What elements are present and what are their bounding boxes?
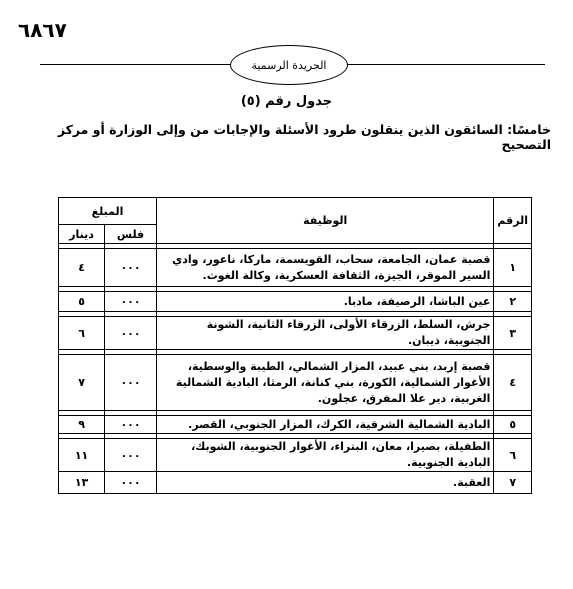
gazette-name: الجريدة الرسمية (251, 58, 327, 72)
row-job: البادية الشمالية الشرقية، الكرك، المزار الجنوبي، القصر. (156, 416, 493, 434)
header-dinar: دينار (59, 225, 105, 244)
row-dinar: ١٣ (59, 472, 105, 494)
header-fils: فلس (105, 225, 157, 244)
table-row (59, 439, 532, 472)
row-dinar: ٦ (59, 317, 105, 350)
row-fils: ٠٠٠ (105, 249, 157, 287)
table-row (59, 292, 532, 312)
row-job: العقبة. (156, 472, 493, 494)
table-row (59, 472, 532, 494)
header-amount: المبلغ (59, 198, 157, 225)
page-number: ٦٨٦٧ (18, 18, 67, 42)
gazette-name-oval (230, 45, 348, 85)
row-job: جرش، السلط، الزرقاء الأولى، الزرقاء الثانية، الشونة الجنوبية، ذيبان. (156, 317, 493, 350)
row-fils: ٠٠٠ (105, 472, 157, 494)
row-job: عين الباشا، الرصيفة، مادبا. (156, 292, 493, 312)
row-dinar: ٧ (59, 355, 105, 411)
row-dinar: ٤ (59, 249, 105, 287)
row-fils: ٠٠٠ (105, 439, 157, 472)
rates-table (58, 197, 532, 494)
header-job: الوظيفة (156, 198, 493, 244)
row-dinar: ١١ (59, 439, 105, 472)
row-number: ٣ (494, 317, 532, 350)
row-job: قصبة عمان، الجامعة، سحاب، القويسمة، ماركا، ناعور، وادي السير الموقر، الجيزة، الثقافة العسكرية، وكالة الغوث. (156, 249, 493, 287)
row-number: ٥ (494, 416, 532, 434)
header-number: الرقم (494, 198, 532, 244)
table-title: جدول رقم (٥) (240, 94, 333, 109)
row-dinar: ٥ (59, 292, 105, 312)
row-fils: ٠٠٠ (105, 317, 157, 350)
row-job: الطفيلة، بصيرا، معان، البتراء، الأغوار الجنوبية، الشوبك، البادية الجنوبية. (156, 439, 493, 472)
row-fils: ٠٠٠ (105, 355, 157, 411)
row-fils: ٠٠٠ (105, 416, 157, 434)
section-heading: خامسًا: السائقون الذين ينقلون طرود الأسئلة والإجابات من وإلى الوزارة أو مركز التصحيح (57, 122, 551, 152)
row-number: ١ (494, 249, 532, 287)
row-dinar: ٩ (59, 416, 105, 434)
row-fils: ٠٠٠ (105, 292, 157, 312)
table-row (59, 249, 532, 287)
row-job: قصبة إربد، بني عبيد، المزار الشمالي، الطيبة والوسطية، الأغوار الشمالية، الكورة، بني كنانة، الرمثا، البادية الشمالية الغربية، دير علا المفرق، عجلون. (156, 355, 493, 411)
row-number: ٢ (494, 292, 532, 312)
table-row (59, 317, 532, 350)
row-number: ٧ (494, 472, 532, 494)
table-row (59, 416, 532, 434)
row-number: ٤ (494, 355, 532, 411)
row-number: ٦ (494, 439, 532, 472)
table-row (59, 355, 532, 411)
